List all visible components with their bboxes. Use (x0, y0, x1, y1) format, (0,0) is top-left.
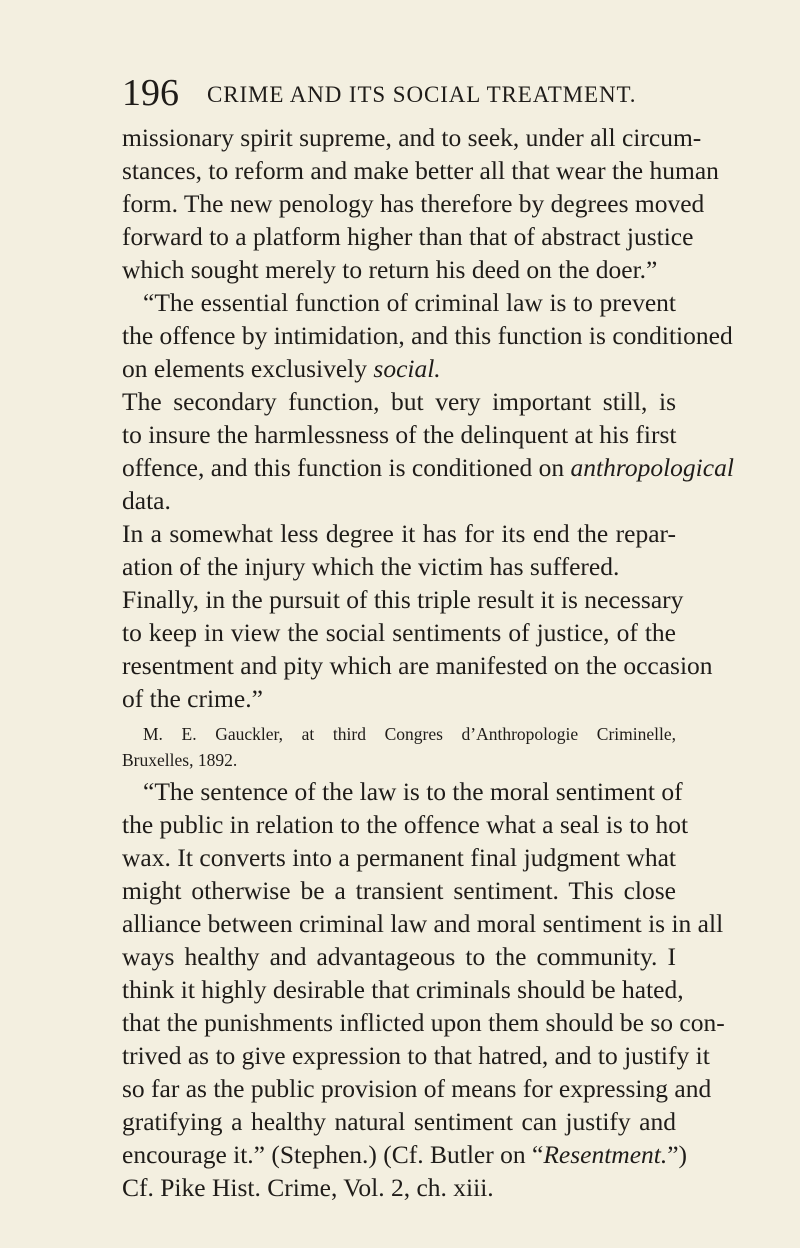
text-line: ation of the injury which the victim has suffered. (122, 552, 620, 581)
page-number: 196 (122, 72, 179, 114)
text-line: “The sentence of the law is to the moral sentiment of (143, 777, 683, 806)
text-line: alliance between criminal law and moral sentiment is in all (122, 909, 724, 938)
text-line: forward to a platform higher than that of abstract justice (122, 222, 694, 251)
text-line: Cf. Pike Hist. Crime, Vol. 2, ch. xiii. (122, 1173, 494, 1202)
italic-word: Resentment. (543, 1140, 668, 1169)
italic-word: social. (373, 354, 441, 383)
page-header (122, 73, 682, 113)
text-line: think it highly desirable that criminals should be hated, (122, 975, 684, 1004)
text-line: ways healthy and advantageous to the community. I (122, 942, 676, 971)
text-line: resentment and pity which are manifested on the occasion (122, 651, 713, 680)
text-line: encourage it.” (Stephen.) (Cf. Butler on “Resentment.”) (122, 1140, 688, 1169)
text-line: In a somewhat less degree it has for its end the repar- (122, 519, 676, 548)
text-line: to keep in view the social sentiments of justice, of the (122, 618, 676, 647)
text-line: Finally, in the pursuit of this triple result it is necessary (122, 585, 684, 614)
citation-line: M. E. Gauckler, at third Congres d’Anthropologie Criminelle, (143, 724, 676, 744)
text-line: of the crime.” (122, 684, 263, 713)
text-line: wax. It converts into a permanent final judgment what (122, 843, 676, 872)
text-line: on elements exclusively social. (122, 354, 441, 383)
text-line: missionary spirit supreme, and to seek, under all circum- (122, 123, 702, 152)
text-line: form. The new penology has therefore by degrees moved (122, 189, 705, 218)
text-line: The secondary function, but very important still, is (122, 387, 676, 416)
running-title: CRIME AND ITS SOCIAL TREATMENT. (207, 82, 637, 107)
text-line: that the punishments inflicted upon them should be so con- (122, 1008, 725, 1037)
text-line: to insure the harmlessness of the delinquent at his first (122, 420, 677, 449)
text-line: offence, and this function is conditioned on anthropological (122, 453, 734, 482)
citation-line: Bruxelles, 1892. (122, 750, 238, 770)
text-line: so far as the public provision of means for expressing and (122, 1074, 712, 1103)
text-line: the offence by intimidation, and this function is conditioned (122, 321, 733, 350)
text-line: data. (122, 486, 171, 515)
text-line: “The essential function of criminal law is to prevent (143, 288, 676, 317)
italic-word: anthropological (570, 453, 734, 482)
text-line: might otherwise be a transient sentiment. This close (122, 876, 676, 905)
text-line: which sought merely to return his deed on the doer.” (122, 255, 658, 284)
text-line: stances, to reform and make better all that wear the human (122, 156, 719, 185)
text-line: trived as to give expression to that hatred, and to justify it (122, 1041, 710, 1070)
text-line: gratifying a healthy natural sentiment can justify and (122, 1107, 676, 1136)
text-line: the public in relation to the offence what a seal is to hot (122, 810, 689, 839)
